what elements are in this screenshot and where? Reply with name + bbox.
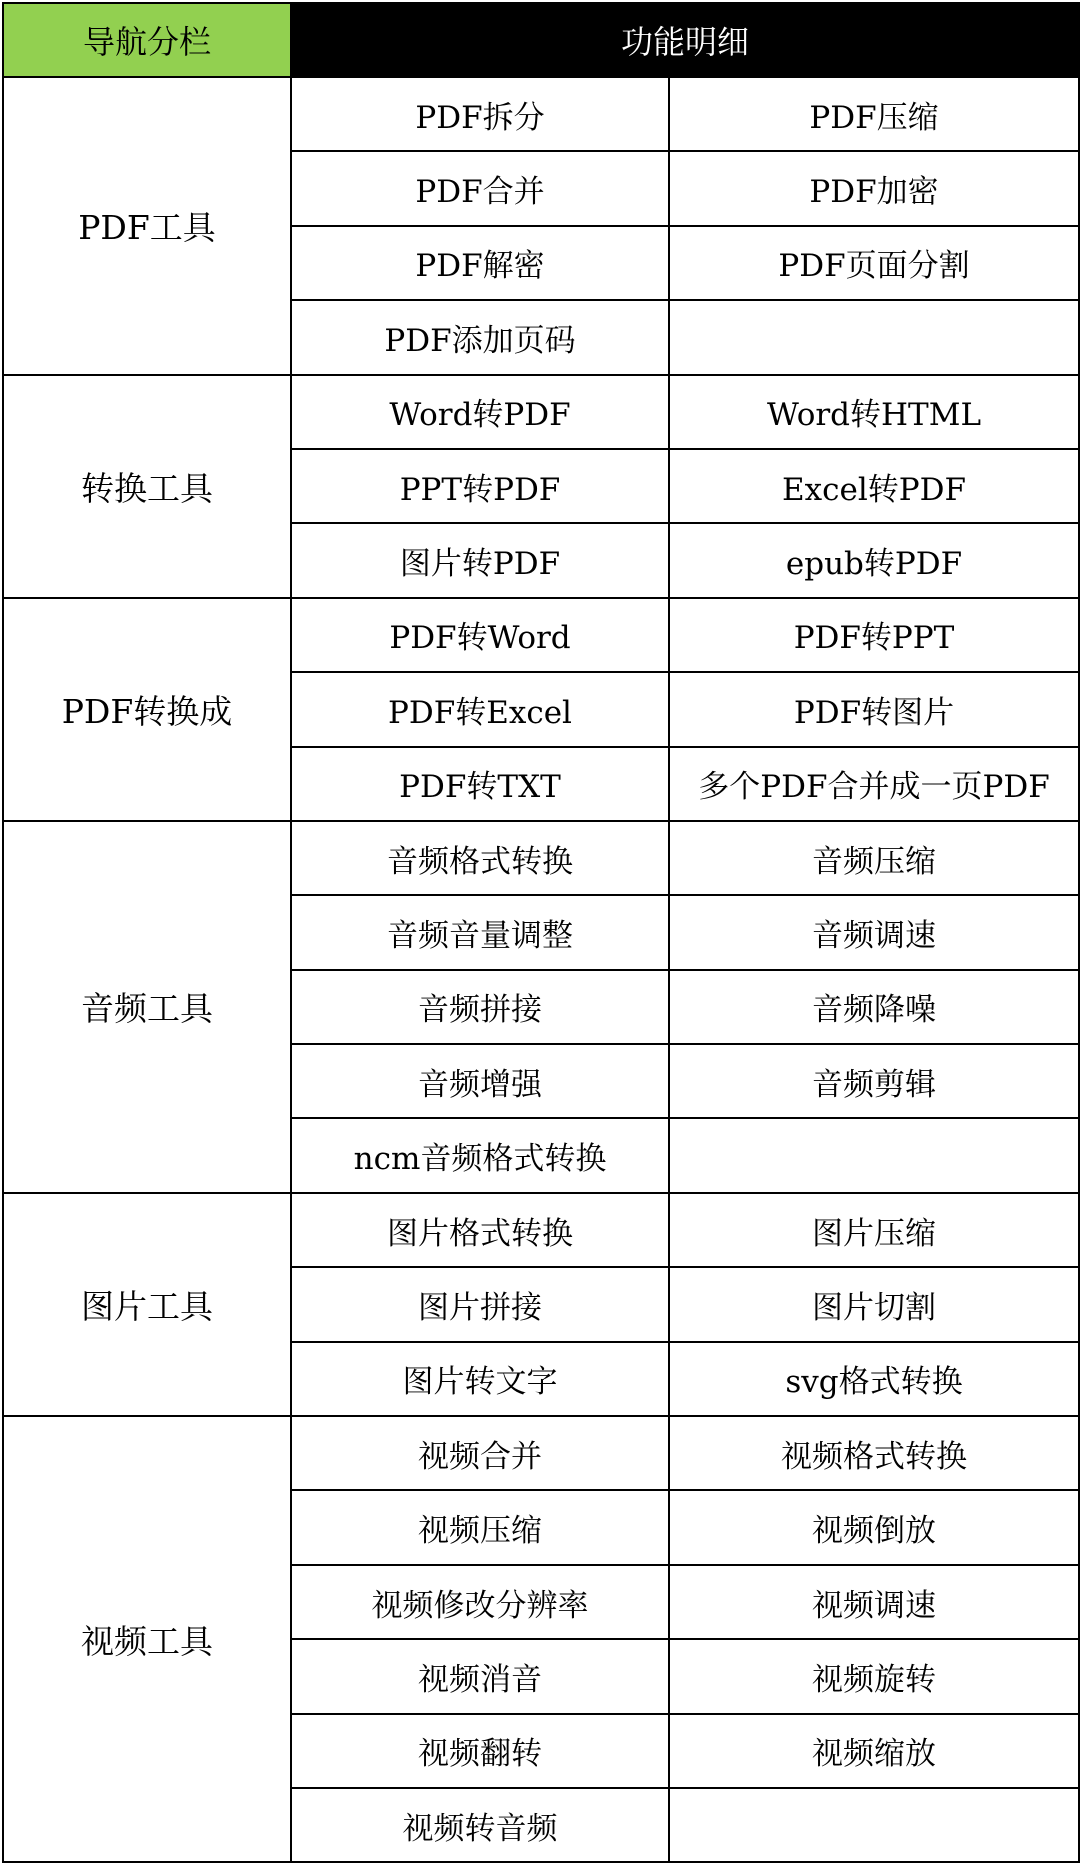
header-detail-column: 功能明细 <box>291 3 1079 77</box>
feature-cell: 视频格式转换 <box>669 1416 1079 1490</box>
empty-cell <box>669 1788 1079 1862</box>
feature-cell: 图片拼接 <box>291 1267 669 1341</box>
feature-cell: PDF解密 <box>291 226 669 300</box>
table-row <box>3 375 1079 449</box>
feature-cell: 音频音量调整 <box>291 895 669 969</box>
feature-cell: 音频格式转换 <box>291 821 669 895</box>
feature-cell: PDF合并 <box>291 151 669 225</box>
table-body <box>3 77 1079 1862</box>
feature-cell: 视频旋转 <box>669 1639 1079 1713</box>
feature-cell: PDF转TXT <box>291 747 669 821</box>
feature-cell: PDF拆分 <box>291 77 669 151</box>
feature-cell: PDF转Excel <box>291 672 669 746</box>
feature-cell: 音频拼接 <box>291 970 669 1044</box>
header-nav-column: 导航分栏 <box>3 3 291 77</box>
feature-cell: svg格式转换 <box>669 1342 1079 1416</box>
feature-cell: 音频增强 <box>291 1044 669 1118</box>
feature-cell: 视频缩放 <box>669 1714 1079 1788</box>
feature-cell: epub转PDF <box>669 523 1079 597</box>
feature-cell: 图片格式转换 <box>291 1193 669 1267</box>
category-cell: 视频工具 <box>3 1416 291 1862</box>
feature-cell: 音频降噪 <box>669 970 1079 1044</box>
feature-cell: PDF转图片 <box>669 672 1079 746</box>
feature-cell: 图片转PDF <box>291 523 669 597</box>
table-row <box>3 598 1079 672</box>
category-cell: 图片工具 <box>3 1193 291 1416</box>
empty-cell <box>669 300 1079 374</box>
feature-cell: 视频倒放 <box>669 1490 1079 1564</box>
feature-cell: 视频转音频 <box>291 1788 669 1862</box>
feature-cell: 视频合并 <box>291 1416 669 1490</box>
feature-cell: 视频消音 <box>291 1639 669 1713</box>
feature-cell: 音频调速 <box>669 895 1079 969</box>
feature-cell: Word转HTML <box>669 375 1079 449</box>
feature-cell: PDF转Word <box>291 598 669 672</box>
feature-cell: PDF加密 <box>669 151 1079 225</box>
feature-cell: 音频剪辑 <box>669 1044 1079 1118</box>
category-cell: PDF转换成 <box>3 598 291 821</box>
category-cell: 音频工具 <box>3 821 291 1193</box>
feature-cell: 音频压缩 <box>669 821 1079 895</box>
feature-cell: 视频翻转 <box>291 1714 669 1788</box>
feature-cell: PDF转PPT <box>669 598 1079 672</box>
feature-cell: PDF页面分割 <box>669 226 1079 300</box>
feature-cell: 视频压缩 <box>291 1490 669 1564</box>
feature-cell: 视频修改分辨率 <box>291 1565 669 1639</box>
feature-cell: 多个PDF合并成一页PDF <box>669 747 1079 821</box>
feature-cell: Word转PDF <box>291 375 669 449</box>
feature-cell: 图片切割 <box>669 1267 1079 1341</box>
empty-cell <box>669 1118 1079 1192</box>
feature-cell: 图片压缩 <box>669 1193 1079 1267</box>
table-row <box>3 1416 1079 1490</box>
feature-cell: ncm音频格式转换 <box>291 1118 669 1192</box>
feature-cell: PDF添加页码 <box>291 300 669 374</box>
feature-cell: 图片转文字 <box>291 1342 669 1416</box>
feature-cell: PDF压缩 <box>669 77 1079 151</box>
table-row <box>3 821 1079 895</box>
feature-cell: PPT转PDF <box>291 449 669 523</box>
category-cell: 转换工具 <box>3 375 291 598</box>
category-cell: PDF工具 <box>3 77 291 375</box>
table-row <box>3 1193 1079 1267</box>
feature-cell: 视频调速 <box>669 1565 1079 1639</box>
table-header-row <box>3 3 1079 77</box>
table-row <box>3 77 1079 151</box>
feature-navigation-table <box>2 2 1080 1863</box>
feature-cell: Excel转PDF <box>669 449 1079 523</box>
